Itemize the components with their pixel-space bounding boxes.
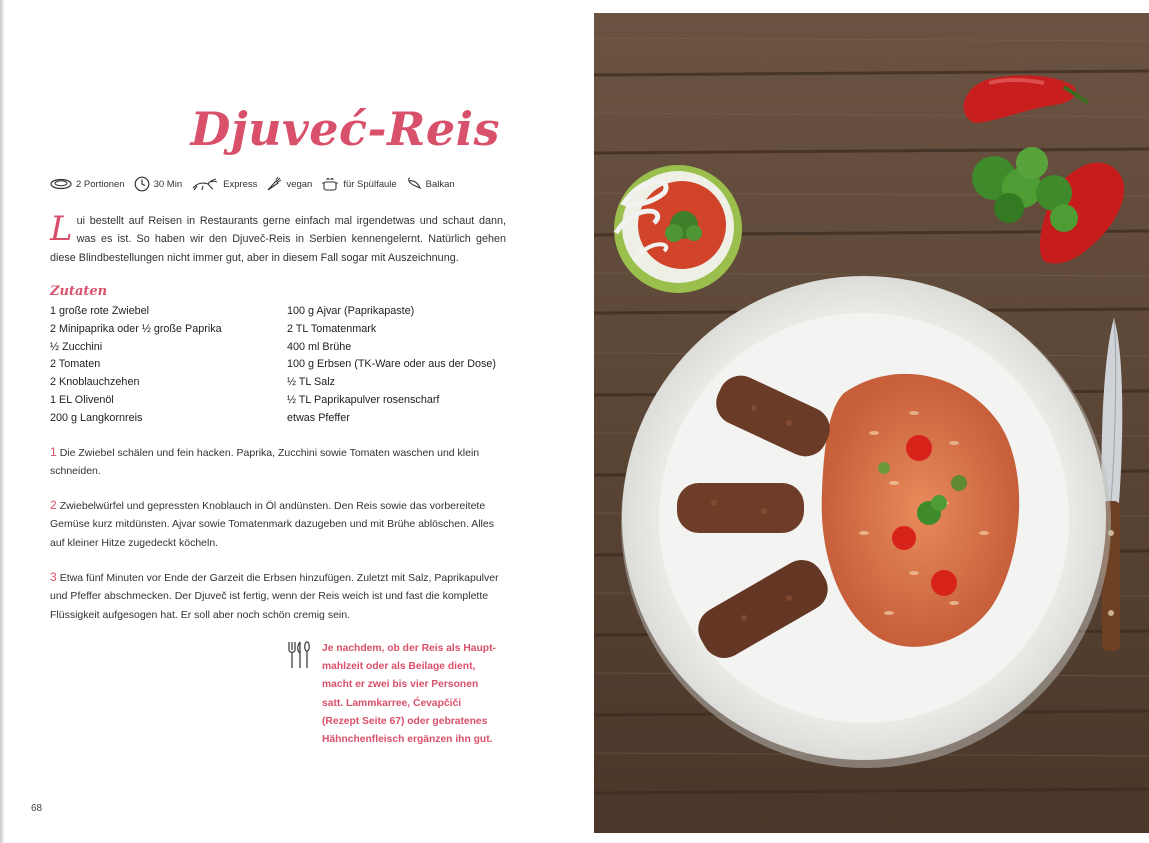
ajvar-bowl: [614, 165, 742, 293]
pot-icon: [321, 176, 339, 192]
meta-express: [191, 177, 257, 191]
ingredient-item: 100 g Erbsen (TK-Ware oder aus der Dose): [287, 358, 497, 371]
step-1: [50, 443, 506, 481]
ingredient-item: 1 EL Olivenöl: [50, 393, 114, 406]
meta-easy: [321, 176, 396, 192]
tip-line: mahlzeit oder als Beilage dient,: [322, 661, 476, 673]
ingredient-item: 400 ml Brühe: [287, 340, 352, 353]
ingredient-item: 200 g Langkornreis: [50, 411, 143, 424]
tip-line: satt. Lammkarree, Ćevapčiči: [322, 697, 462, 709]
meta-easy-label: für Spülfaule: [343, 178, 397, 190]
ingredient-item: 2 TL Tomatenmark: [287, 322, 377, 335]
ingredient-item: ½ TL Paprikapulver rosenscharf: [287, 393, 440, 406]
ingredient-item: etwas Pfeffer: [287, 411, 350, 424]
tip-line: Je nachdem, ob der Reis als Haupt-: [322, 643, 496, 654]
meta-region: [406, 177, 455, 191]
meta-time-label: 30 Min: [153, 178, 183, 190]
ingredients-right-column: [287, 303, 517, 428]
meta-vegan: [266, 176, 312, 192]
ingredients-left-column: [50, 303, 280, 428]
ingredient-item: 2 Tomaten: [50, 358, 101, 371]
meta-vegan-label: vegan: [286, 178, 313, 190]
serving-tip: [286, 640, 500, 749]
step-3: [50, 568, 506, 624]
ingredients-heading: Zutaten: [50, 284, 108, 299]
djuvec-rice: [822, 374, 1019, 647]
step-text: Die Zwiebel schälen und fein hacken. Paprika, Zucchini sowie Tomaten waschen und klein schneiden.: [50, 447, 480, 478]
portions-icon: [50, 178, 72, 190]
dish-photo: [594, 13, 1149, 833]
drop-cap: L: [50, 209, 73, 249]
step-text: Zwiebelwürfel und gepressten Knoblauch in Öl andünsten. Den Reis sowie das vorbereitete Gemüse kurz mitdünsten. Ajvar sowie Tomatenmark dazugeben und mit Brühe ablöschen. Alles auf kleiner Hitze zugedeckt köcheln.: [50, 500, 494, 549]
cutlery-icon: [286, 640, 314, 670]
ingredient-item: ½ Zucchini: [50, 340, 103, 353]
ingredient-item: 1 große rote Zwiebel: [50, 305, 150, 317]
tip-text: [322, 640, 500, 749]
ingredient-item: 2 Knoblauchzehen: [50, 376, 140, 389]
page-edge: [0, 0, 4, 843]
rabbit-icon: [191, 177, 219, 191]
recipe-meta-bar: [50, 176, 455, 192]
step-text: Etwa fünf Minuten vor Ende der Garzeit die Erbsen hinzufügen. Zuletzt mit Salz, Paprikapulver und Pfeffer abschmecken. Der Djuveč ist fertig, wenn der Reis weich ist und fast die komplette Flüssigkeit aufgesogen hat. Er soll aber noch schön cremig sein.: [50, 572, 499, 621]
recipe-title: Djuveć-Reis: [190, 102, 500, 156]
meta-time: [134, 176, 183, 192]
clock-icon: [134, 176, 150, 192]
ingredient-item: 100 g Ajvar (Paprikapaste): [287, 305, 415, 317]
tip-line: Hähnchenfleisch ergänzen ihn gut.: [322, 734, 493, 746]
step-number: 1: [50, 445, 57, 459]
step-number: 2: [50, 498, 57, 512]
ingredient-item: 2 Minipaprika oder ½ große Paprika: [50, 322, 222, 335]
meta-express-label: Express: [223, 178, 258, 190]
page-number: 68: [31, 803, 43, 814]
meta-region-label: Balkan: [425, 178, 455, 190]
chili-icon: [406, 177, 422, 191]
meta-portions-label: 2 Portionen: [76, 178, 125, 190]
ingredient-item: ½ TL Salz: [287, 376, 336, 389]
meta-portions: [50, 178, 125, 190]
step-2: [50, 496, 506, 552]
tip-line: macht er zwei bis vier Personen: [322, 679, 479, 691]
intro-paragraph: [50, 209, 506, 267]
carrot-icon: [266, 176, 282, 192]
step-number: 3: [50, 570, 57, 584]
tip-line: (Rezept Seite 67) oder gebratenes: [322, 715, 488, 727]
intro-text: ui bestellt auf Reisen in Restaurants gerne einfach mal irgendetwas und schaut dann, was es ist. So haben wir den Djuveč-Reis in Serbien kennengelernt. Natürlich gehen diese Blindbestellungen nicht immer gut, aber in diesem Fall sogar mit Auszeichnung.: [50, 215, 506, 264]
